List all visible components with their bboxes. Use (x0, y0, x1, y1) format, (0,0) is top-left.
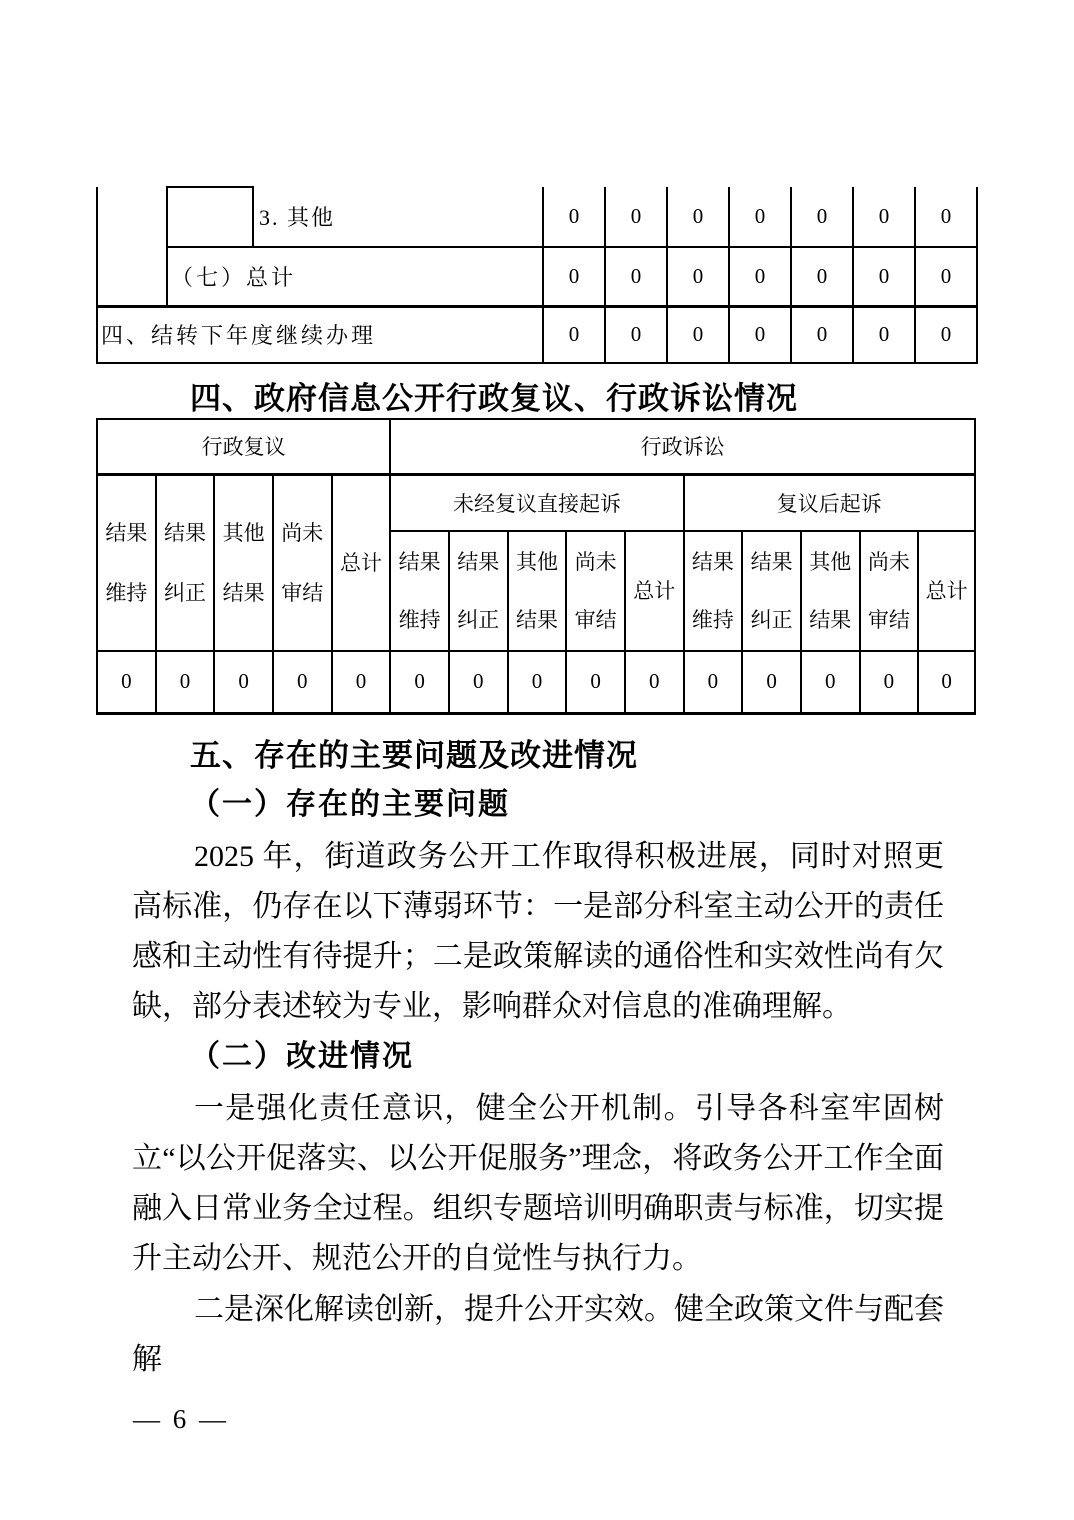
table-row (97, 306, 977, 363)
value-cell: 0 (273, 651, 332, 713)
paragraph-improvement-2: 二是深化解读创新，提升公开实效。健全政策文件与配套解 (132, 1293, 944, 1376)
value-cell: 0 (684, 651, 743, 713)
group-header-direct-suit: 未经复议直接起诉 (390, 474, 683, 531)
value-cell: 0 (729, 247, 791, 306)
value-cell: 0 (729, 306, 791, 363)
value-cell: 0 (791, 306, 853, 363)
value-cell: 0 (742, 651, 801, 713)
table-row (97, 187, 977, 247)
row-label: 3. 其他 (253, 187, 543, 247)
column-header: 尚未审结 (273, 474, 332, 651)
value-cell: 0 (605, 306, 667, 363)
value-cell: 0 (918, 651, 975, 713)
section4-heading: 四、政府信息公开行政复议、行政诉讼情况 (190, 381, 798, 416)
column-header: 总计 (332, 474, 391, 651)
column-header: 结果维持 (390, 531, 449, 651)
column-header: 结果维持 (684, 531, 743, 651)
paragraph-improvement-1: 一是强化责任意识，健全公开机制。引导各科室牢固树立“以公开促落实、以公开促服务”理念，将政务公开工作全面融入日常业务全过程。组织专题培训明确职责与标准，切实提升主动公开、规范公开的自觉性与执行力。 (132, 1092, 944, 1275)
group-header-litigation: 行政诉讼 (390, 419, 975, 474)
column-header: 总计 (918, 531, 975, 651)
review-litigation-table (96, 418, 976, 715)
value-cell: 0 (543, 247, 605, 306)
value-cell: 0 (625, 651, 684, 713)
row-label: （七）总计 (167, 247, 543, 306)
empty-cell (97, 187, 167, 306)
column-header: 结果维持 (97, 474, 156, 651)
paragraph-problems: 2025 年，街道政务公开工作取得积极进展，同时对照更高标准，仍存在以下薄弱环节：一是部分科室主动公开的责任感和主动性有待提升；二是政策解读的通俗性和实效性尚有欠缺，部分表述较为专业，影响群众对信息的准确理解。 (132, 840, 944, 1023)
value-cell: 0 (853, 187, 915, 247)
value-cell: 0 (508, 651, 567, 713)
column-header: 结果纠正 (449, 531, 508, 651)
value-cell: 0 (791, 247, 853, 306)
subsection2-heading: （二）改进情况 (190, 1040, 414, 1073)
value-cell: 0 (605, 247, 667, 306)
group-header-after-review-suit: 复议后起诉 (684, 474, 975, 531)
column-header: 其他结果 (801, 531, 860, 651)
empty-cell (167, 187, 253, 247)
value-cell: 0 (915, 247, 977, 306)
group-header-review: 行政复议 (97, 419, 390, 474)
value-cell: 0 (449, 651, 508, 713)
value-cell: 0 (915, 306, 977, 363)
value-cell: 0 (801, 651, 860, 713)
value-cell: 0 (667, 306, 729, 363)
value-cell: 0 (390, 651, 449, 713)
application-handling-table (96, 186, 978, 364)
column-header: 其他结果 (508, 531, 567, 651)
subsection1-heading: （一）存在的主要问题 (190, 788, 510, 821)
value-cell: 0 (543, 187, 605, 247)
table-row (97, 651, 975, 713)
value-cell: 0 (332, 651, 391, 713)
column-header: 尚未审结 (860, 531, 919, 651)
value-cell: 0 (566, 651, 625, 713)
value-cell: 0 (667, 247, 729, 306)
column-header: 尚未审结 (566, 531, 625, 651)
table-row (97, 474, 975, 531)
value-cell: 0 (605, 187, 667, 247)
value-cell: 0 (543, 306, 605, 363)
table-row (97, 419, 975, 474)
column-header: 其他结果 (214, 474, 273, 651)
value-cell: 0 (853, 306, 915, 363)
value-cell: 0 (915, 187, 977, 247)
value-cell: 0 (729, 187, 791, 247)
value-cell: 0 (97, 651, 156, 713)
value-cell: 0 (156, 651, 215, 713)
value-cell: 0 (214, 651, 273, 713)
column-header: 总计 (625, 531, 684, 651)
page-number: — 6 — (133, 1404, 229, 1434)
value-cell: 0 (667, 187, 729, 247)
column-header: 结果纠正 (742, 531, 801, 651)
section5-heading: 五、存在的主要问题及改进情况 (190, 738, 638, 773)
column-header: 结果纠正 (156, 474, 215, 651)
value-cell: 0 (791, 187, 853, 247)
table-row (97, 247, 977, 306)
row-label: 四、结转下年度继续办理 (97, 306, 543, 363)
value-cell: 0 (853, 247, 915, 306)
value-cell: 0 (860, 651, 919, 713)
